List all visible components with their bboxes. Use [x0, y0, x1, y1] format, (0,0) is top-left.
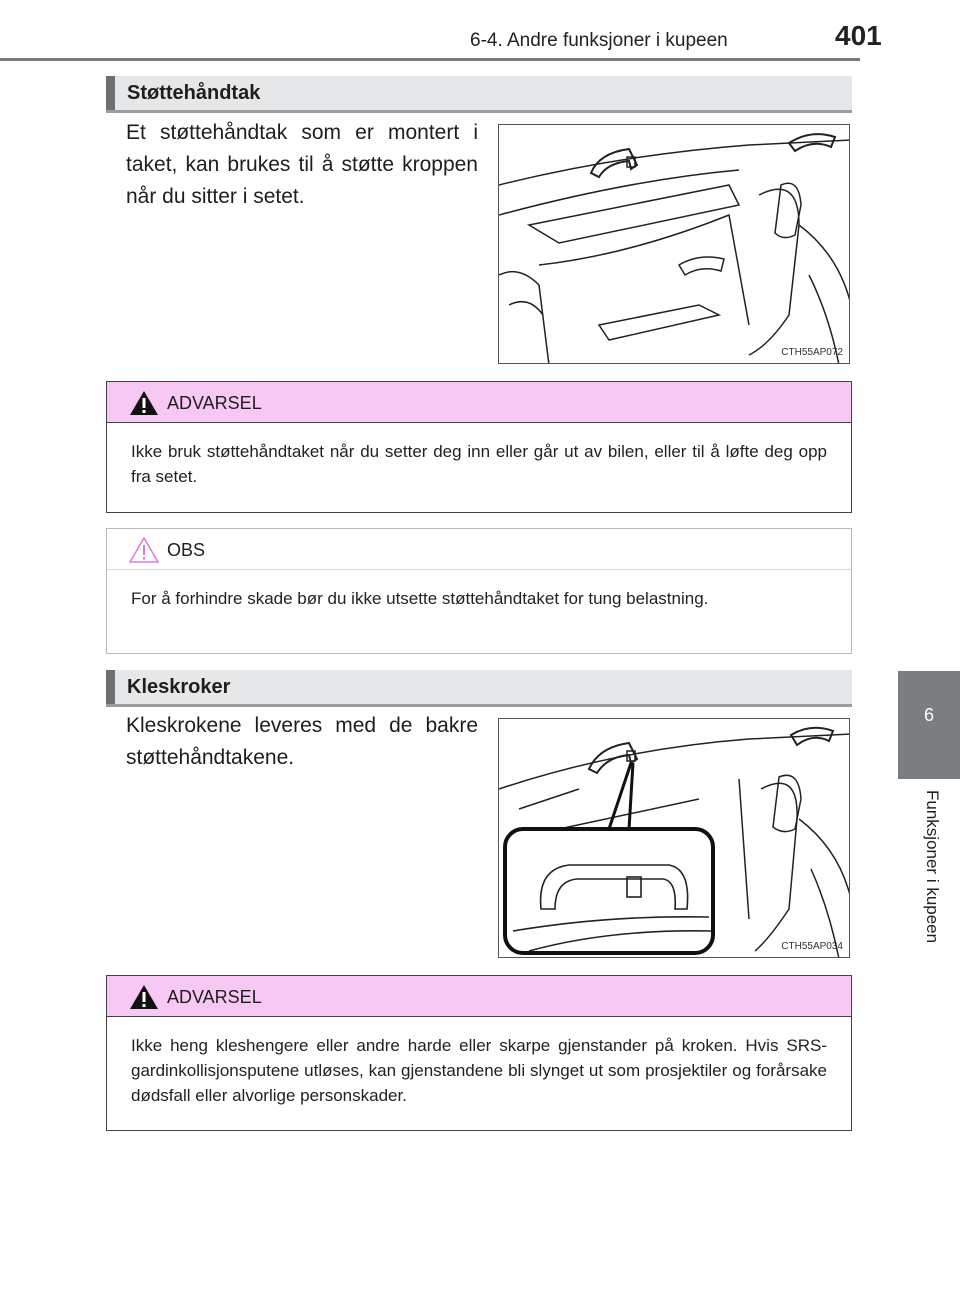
assist-grip-drawing: [499, 125, 850, 364]
coat-hook-drawing: [499, 719, 850, 958]
figure-code: CTH55AP072: [781, 347, 843, 358]
notice-tag: OBS: [167, 540, 206, 560]
warning-box-1: [106, 381, 852, 513]
page-number: 401: [835, 20, 882, 51]
section-heading-coat-hooks: [106, 670, 852, 704]
warning-triangle-icon: [129, 390, 159, 416]
chapter-tab-label: Funksjoner i kupeen: [923, 790, 942, 944]
chapter-tab-number: 6: [923, 705, 934, 725]
warning-text: Ikke bruk støttehåndtaket når du setter deg inn eller går ut av bilen, eller til å løfte deg opp fra setet.: [131, 442, 827, 486]
warning-bar: [107, 976, 851, 1017]
assist-grip-description: Et støttehåndtak som er montert i taket, kan brukes til å støtte kroppen når du sitter i setet.: [126, 121, 478, 208]
header-rule: [0, 58, 860, 61]
chapter-title: 6-4. Andre funksjoner i kupeen: [470, 30, 728, 51]
warning-triangle-icon: [129, 984, 159, 1010]
chapter-tab: [898, 671, 960, 779]
notice-box: [106, 528, 852, 654]
section-heading-text: Støttehåndtak: [127, 82, 261, 104]
warning-tag: ADVARSEL: [167, 393, 262, 413]
section-heading-assist-grip: [106, 76, 852, 110]
warning-tag: ADVARSEL: [167, 987, 262, 1007]
warning-box-2: [106, 975, 852, 1131]
warning-bar: [107, 382, 851, 423]
notice-text: For å forhindre skade bør du ikke utsette støttehåndtaket for tung belastning.: [131, 589, 709, 608]
coat-hooks-description: Kleskrokene leveres med de bakre støttehåndtakene.: [126, 714, 478, 769]
figure-code: CTH55AP034: [781, 941, 843, 952]
coat-hook-illustration: [498, 718, 850, 958]
warning-text: Ikke heng kleshengere eller andre harde eller skarpe gjenstander på kroken. Hvis SRS-gardinkollisjonsputene utløses, kan gjenstandene bli slynget ut som prosjektiler og forårsake dødsfall eller alvorlige personskader.: [131, 1036, 827, 1105]
assist-grip-illustration: [498, 124, 850, 364]
notice-bar: [107, 529, 851, 570]
section-heading-text: Kleskroker: [127, 676, 231, 698]
notice-triangle-icon: [129, 537, 159, 563]
